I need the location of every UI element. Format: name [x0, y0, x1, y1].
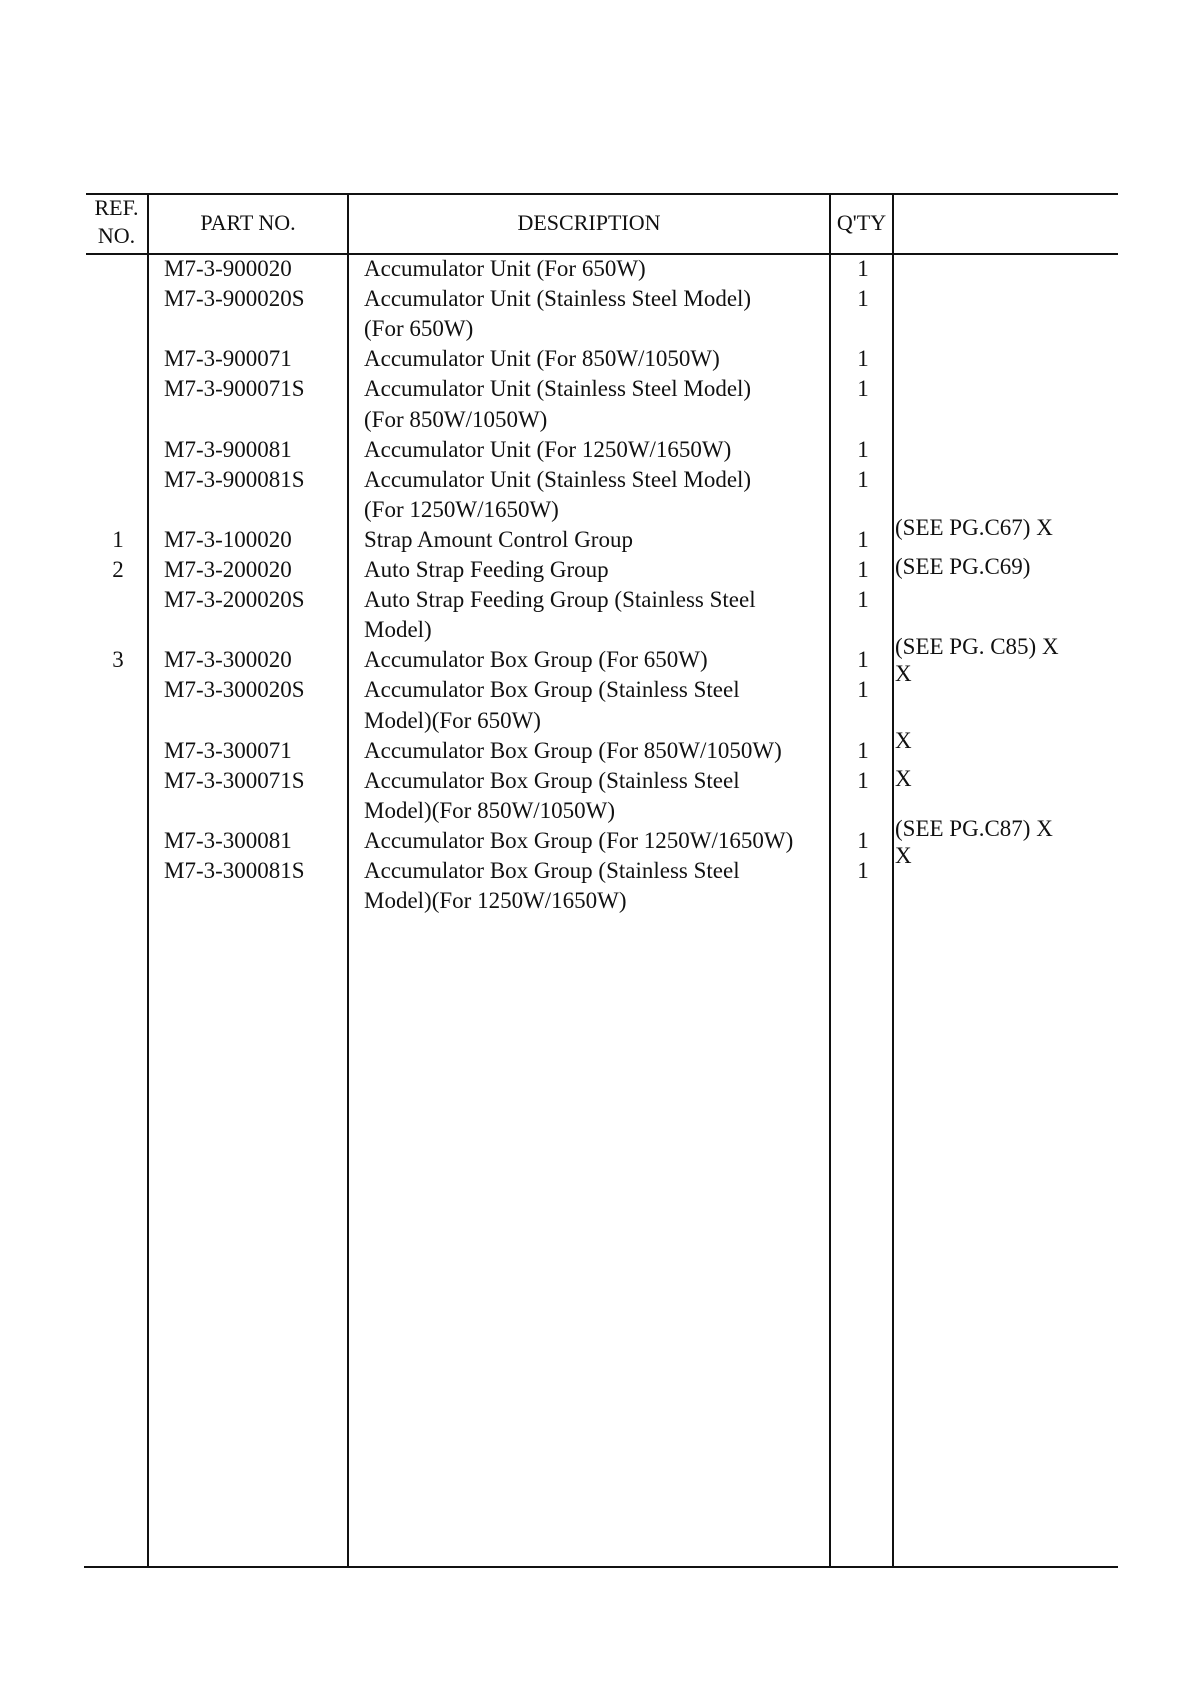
row-3-part: M7-3-900071 [164, 346, 292, 371]
row-8-desc: (For 1250W/1650W) [364, 497, 559, 522]
row-17-desc: Accumulator Box Group (Stainless Steel [364, 768, 740, 793]
row-9-part: M7-3-100020 [164, 527, 292, 552]
remark-1: (SEE PG.C69) [895, 554, 1031, 579]
row-11-part: M7-3-200020S [164, 587, 305, 612]
row-20-qty: 1 [857, 858, 869, 883]
row-14-qty: 1 [857, 677, 869, 702]
header-description: DESCRIPTION [517, 210, 661, 235]
remark-6: (SEE PG.C87) X [895, 816, 1053, 841]
row-10-desc: Auto Strap Feeding Group [364, 557, 609, 582]
row-19-qty: 1 [857, 828, 869, 853]
row-11-desc: Auto Strap Feeding Group (Stainless Steel [364, 587, 756, 612]
row-13-qty: 1 [857, 647, 869, 672]
table-top-border [86, 193, 1118, 195]
row-17-part: M7-3-300071S [164, 768, 305, 793]
row-4-part: M7-3-900071S [164, 376, 305, 401]
row-1-desc: Accumulator Unit (Stainless Steel Model) [364, 286, 752, 311]
row-3-desc: Accumulator Unit (For 850W/1050W) [364, 346, 720, 371]
remark-2: (SEE PG. C85) X [895, 634, 1059, 659]
row-9-qty: 1 [857, 527, 869, 552]
row-18-desc: Model)(For 850W/1050W) [364, 798, 616, 823]
row-14-desc: Accumulator Box Group (Stainless Steel [364, 677, 740, 702]
header-part-no: PART NO. [200, 210, 296, 235]
column-divider-ref [147, 193, 149, 1568]
header-ref-line1: REF. [94, 195, 139, 220]
column-divider-desc [829, 193, 831, 1568]
row-10-qty: 1 [857, 557, 869, 582]
remark-5: X [895, 766, 912, 791]
row-6-qty: 1 [857, 437, 869, 462]
row-20-part: M7-3-300081S [164, 858, 305, 883]
row-10-part: M7-3-200020 [164, 557, 292, 582]
row-9-desc: Strap Amount Control Group [364, 527, 633, 552]
row-12-desc: Model) [364, 617, 432, 642]
header-qty: Q'TY [836, 210, 887, 235]
row-14-part: M7-3-300020S [164, 677, 305, 702]
row-13-part: M7-3-300020 [164, 647, 292, 672]
row-11-qty: 1 [857, 587, 869, 612]
row-6-desc: Accumulator Unit (For 1250W/1650W) [364, 437, 732, 462]
remark-0: (SEE PG.C67) X [895, 515, 1053, 540]
row-9-ref: 1 [112, 527, 124, 552]
row-17-qty: 1 [857, 768, 869, 793]
remark-7: X [895, 843, 912, 868]
remark-3: X [895, 661, 912, 686]
row-0-part: M7-3-900020 [164, 256, 292, 281]
row-4-desc: Accumulator Unit (Stainless Steel Model) [364, 376, 752, 401]
row-21-desc: Model)(For 1250W/1650W) [364, 888, 627, 913]
row-5-desc: (For 850W/1050W) [364, 407, 548, 432]
row-2-desc: (For 650W) [364, 316, 474, 341]
header-ref-no [86, 194, 147, 250]
row-16-desc: Accumulator Box Group (For 850W/1050W) [364, 738, 782, 763]
row-0-desc: Accumulator Unit (For 650W) [364, 256, 646, 281]
column-divider-part [347, 193, 349, 1568]
row-10-ref: 2 [112, 557, 124, 582]
header-ref-line2: NO. [97, 223, 136, 248]
row-1-part: M7-3-900020S [164, 286, 305, 311]
row-4-qty: 1 [857, 376, 869, 401]
remark-4: X [895, 728, 912, 753]
row-13-ref: 3 [112, 647, 124, 672]
row-19-part: M7-3-300081 [164, 828, 292, 853]
row-6-part: M7-3-900081 [164, 437, 292, 462]
row-13-desc: Accumulator Box Group (For 650W) [364, 647, 708, 672]
row-19-desc: Accumulator Box Group (For 1250W/1650W) [364, 828, 794, 853]
row-20-desc: Accumulator Box Group (Stainless Steel [364, 858, 740, 883]
row-15-desc: Model)(For 650W) [364, 708, 541, 733]
row-16-part: M7-3-300071 [164, 738, 292, 763]
row-1-qty: 1 [857, 286, 869, 311]
row-7-part: M7-3-900081S [164, 467, 305, 492]
row-7-qty: 1 [857, 467, 869, 492]
row-16-qty: 1 [857, 738, 869, 763]
table-bottom-border [84, 1566, 1118, 1568]
row-3-qty: 1 [857, 346, 869, 371]
row-0-qty: 1 [857, 256, 869, 281]
row-7-desc: Accumulator Unit (Stainless Steel Model) [364, 467, 752, 492]
